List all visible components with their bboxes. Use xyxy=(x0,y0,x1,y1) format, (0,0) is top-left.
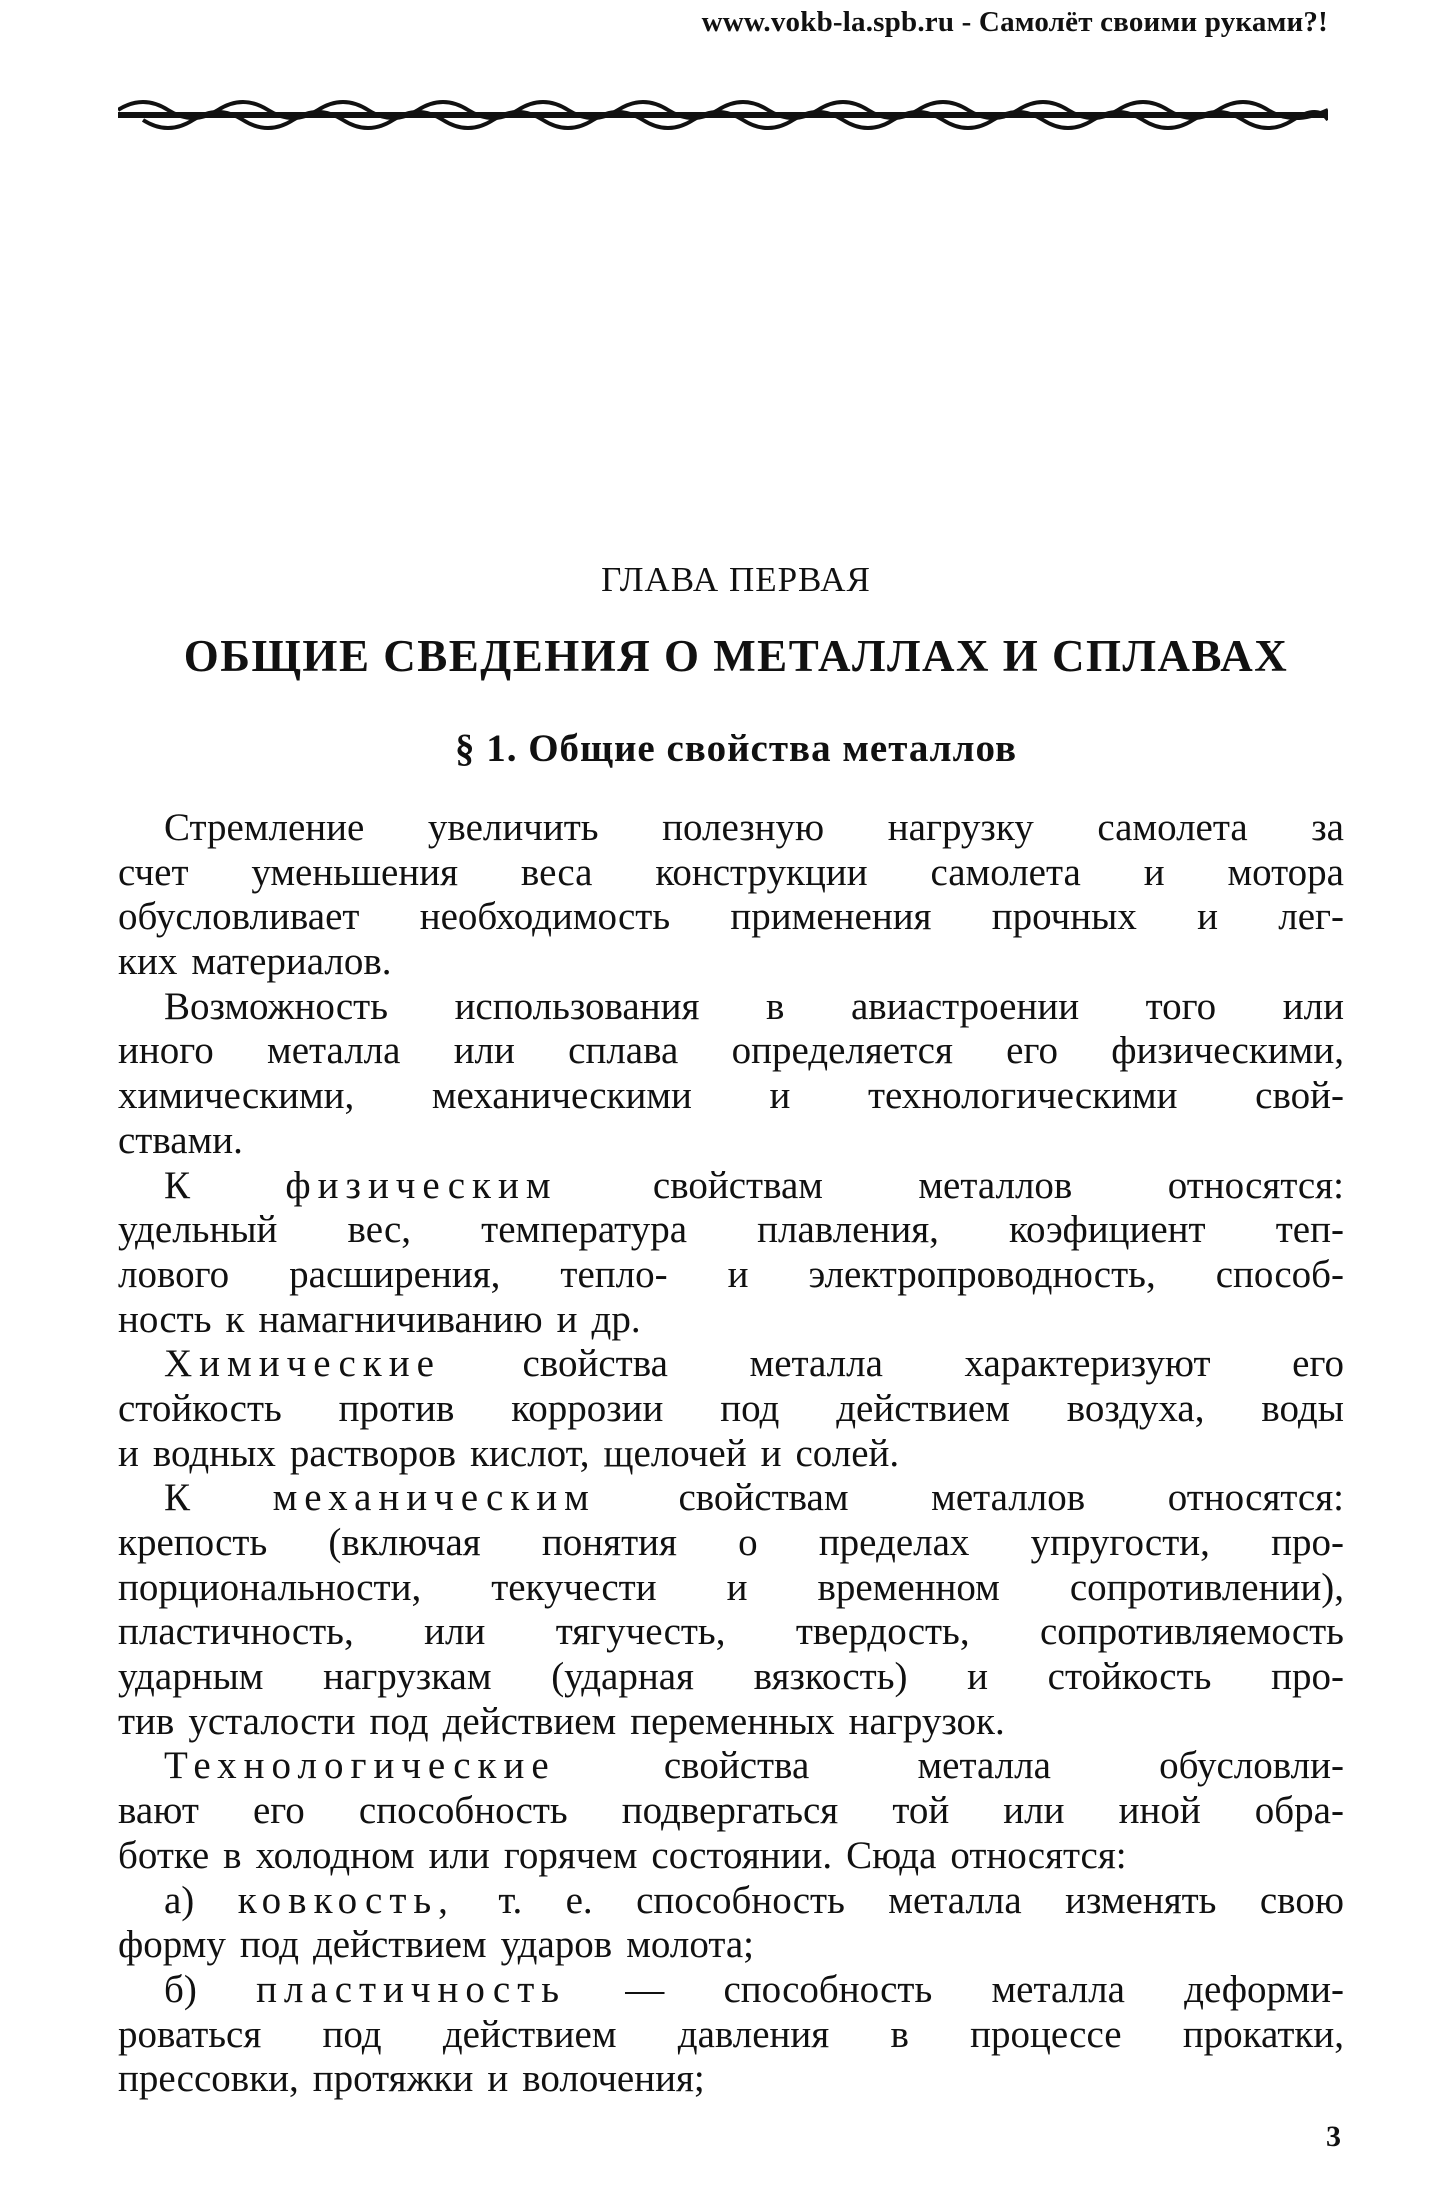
text-line: ботке в холодном или горячем состоянии. Сюда относятся: xyxy=(118,1833,1127,1877)
text-line: обусловливает необходимость применения прочных и лег- xyxy=(118,895,1344,939)
text-line: Химические свойства металла характеризуют его xyxy=(164,1342,1344,1386)
text-line: химическими, механическими и технологическими свой- xyxy=(118,1074,1344,1118)
text-line: Технологические свойства металла обусловли- xyxy=(164,1744,1344,1788)
paragraph xyxy=(118,1744,1344,1878)
text-line: Стремление увеличить полезную нагрузку самолета за xyxy=(164,806,1344,849)
chapter-label: ГЛАВА ПЕРВАЯ xyxy=(601,560,871,599)
chapter-title: ОБЩИЕ СВЕДЕНИЯ О МЕТАЛЛАХ И СПЛАВАХ xyxy=(183,631,1289,681)
text-line: порциональности, текучести и временном сопротивлении), xyxy=(118,1565,1344,1609)
paragraph xyxy=(118,1968,1344,2102)
page-number: 3 xyxy=(1326,2120,1341,2153)
text-line: и водных растворов кислот, щелочей и солей. xyxy=(118,1431,900,1475)
text-line: стойкость против коррозии под действием воздуха, воды xyxy=(118,1386,1344,1430)
text-line: иного металла или сплава определяется его физическими, xyxy=(118,1029,1344,1073)
text-line: роваться под действием давления в процессе прокатки, xyxy=(118,2012,1344,2056)
text-line: форму под действием ударов молота; xyxy=(118,1923,755,1967)
section-title: § 1. Общие свойства металлов xyxy=(454,727,1018,770)
paragraph xyxy=(118,1476,1344,1744)
paragraph xyxy=(118,1164,1344,1343)
text-line: К механическим свойствам металлов относятся: xyxy=(164,1476,1344,1520)
text-line: вают его способность подвергаться той или иной обра- xyxy=(118,1789,1344,1833)
paragraph xyxy=(118,985,1344,1164)
text-line: ких материалов. xyxy=(118,940,392,984)
text-line: лового расширения, тепло- и электропроводность, способ- xyxy=(118,1252,1344,1296)
text-line: б) пластичность — способность металла деформи- xyxy=(164,1967,1344,2011)
text-line: Возможность использования в авиастроении того или xyxy=(164,984,1344,1028)
text-line: ность к намагничиванию и др. xyxy=(118,1297,641,1341)
text-line: удельный вес, температура плавления, коэфициент теп- xyxy=(118,1208,1344,1252)
text-line: К физическим свойствам металлов относятся: xyxy=(164,1163,1344,1207)
text-line: тив усталости под действием переменных нагрузок. xyxy=(118,1699,1005,1743)
wave-ornament-divider xyxy=(118,92,1328,138)
site-header: www.vokb-la.spb.ru - Самолёт своими руками?! xyxy=(701,6,1328,38)
paragraph xyxy=(118,1879,1344,1968)
text-line: крепость (включая понятия о пределах упругости, про- xyxy=(118,1521,1344,1564)
paragraph xyxy=(118,1342,1344,1476)
text-line: пластичность, или тягучесть, твердость, сопротивляемость xyxy=(118,1610,1344,1654)
text-line: счет уменьшения веса конструкции самолета и мотора xyxy=(118,850,1344,894)
text-line: ударным нагрузкам (ударная вязкость) и стойкость про- xyxy=(118,1655,1344,1699)
text-line: прессовки, протяжки и волочения; xyxy=(118,2057,705,2101)
body-text xyxy=(118,806,1344,2102)
text-line: ствами. xyxy=(118,1118,243,1162)
text-line: а) ковкость, т. е. способность металла изменять свою xyxy=(164,1878,1344,1922)
paragraph xyxy=(118,806,1344,985)
